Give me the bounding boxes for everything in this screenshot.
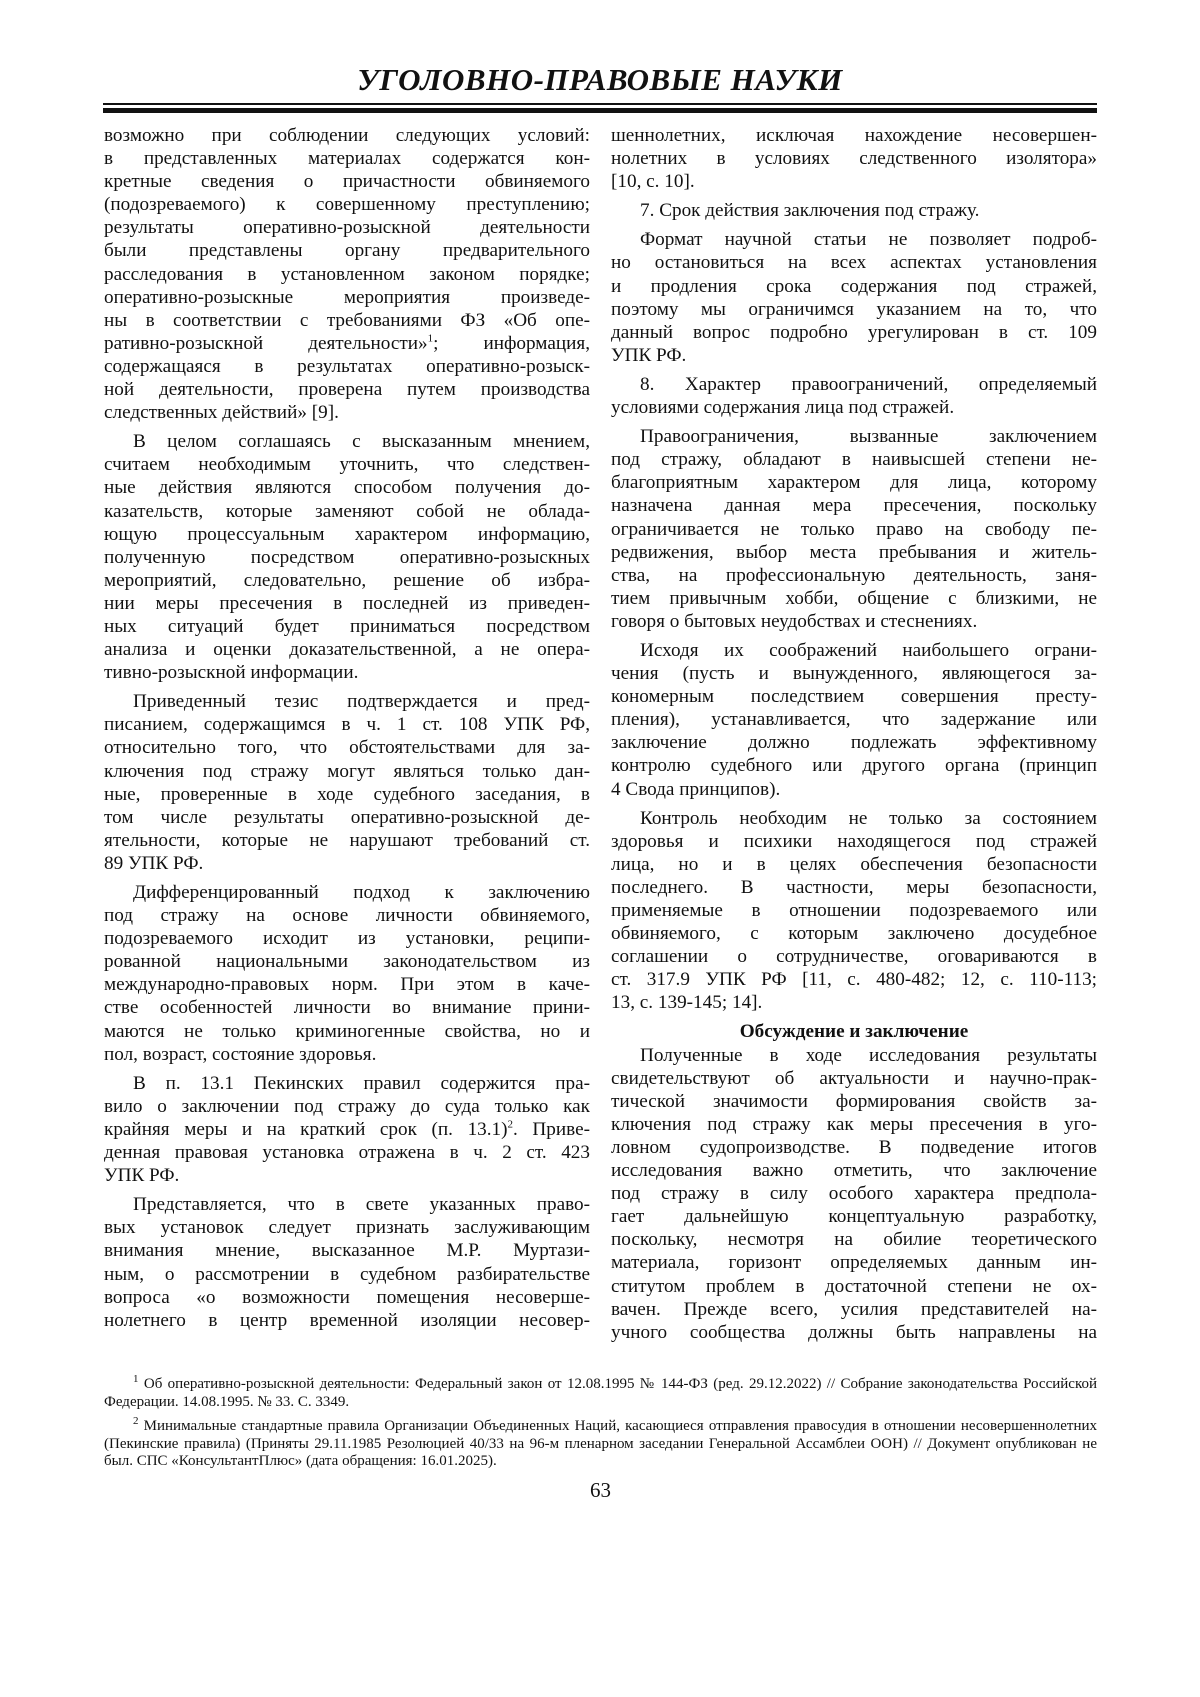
text-line: вило о заключении под стражу до суда только как (104, 1095, 590, 1118)
page-footer (104, 1376, 1097, 1502)
text-line: заключение должно подлежать эффективному (611, 731, 1097, 754)
paragraph (104, 430, 590, 684)
footnote-mark: 2 (133, 1415, 139, 1427)
text-line: 7. Срок действия заключения под стражу. (611, 199, 1097, 222)
text-line: содержащаяся в результатах оперативно-розыск- (104, 355, 590, 378)
text-line: под стражу, обладают в наивысшей степени не- (611, 448, 1097, 471)
text-line: казательств, которые заменяют собой не облада- (104, 500, 590, 523)
text-line: возможно при соблюдении следующих условий: (104, 124, 590, 147)
text-line: УПК РФ. (104, 1164, 590, 1187)
paragraph (104, 1072, 590, 1187)
text-line: [10, с. 10]. (611, 170, 1097, 193)
text-line: (подозреваемого) к совершенному преступлению; (104, 193, 590, 216)
text-line: ным, о рассмотрении в судебном разбирательстве (104, 1263, 590, 1286)
text-line: кретные сведения о причастности обвиняемого (104, 170, 590, 193)
footnote-mark: 1 (133, 1373, 139, 1385)
text-line: Дифференцированный подход к заключению (104, 881, 590, 904)
text-line: ловном судопроизводстве. В подведение итогов (611, 1136, 1097, 1159)
right-column (611, 124, 1097, 1350)
text-line: ной деятельности, проверена путем производства (104, 378, 590, 401)
text-line: учного сообщества должны быть направлены на (611, 1321, 1097, 1344)
text-line: говоря о бытовых неудобствах и стеснениях. (611, 610, 1097, 633)
text-line: 89 УПК РФ. (104, 852, 590, 875)
text-line: чения (пусть и вынужденного, являющегося за- (611, 662, 1097, 685)
paragraph (611, 639, 1097, 801)
text-line: В целом соглашаясь с высказанным мнением, (104, 430, 590, 453)
footnote-reference: 1 (428, 332, 434, 344)
text-line: результаты оперативно-розыскной деятельности (104, 216, 590, 239)
text-line: ст. 317.9 УПК РФ [11, с. 480-482; 12, с. 110-113; (611, 968, 1097, 991)
text-line: шеннолетних, исключая нахождение несовершен- (611, 124, 1097, 147)
paragraph (611, 1044, 1097, 1344)
text-line: следственных действий» [9]. (104, 401, 590, 424)
text-line: внимания мнение, высказанное М.Р. Муртази- (104, 1239, 590, 1262)
footnote (104, 1376, 1097, 1411)
section-title: УГОЛОВНО-ПРАВОВЫЕ НАУКИ (0, 62, 1200, 98)
footnote-text: Минимальные стандартные правила Организации Объединенных Наций, касающиеся отправления правосудия в отношении несовершеннолетних (Пекинские правила) (Приняты 29.11.1985 Резолюцией 40/33 на 96-м пленарном заседании Генеральной Ассамблеи ООН) // Документ опубликован не был. СПС «КонсультантПлюс» (дата обращения: 16.01.2025). (104, 1418, 1097, 1469)
text-line: вопроса «о возможности помещения несоверше- (104, 1286, 590, 1309)
text-segment: крайняя меры и на краткий срок (п. 13.1) (104, 1119, 508, 1140)
text-line: лица, но и в целях обеспечения безопасности (611, 853, 1097, 876)
text-line: гает дальнейшую концептуальную разработку, (611, 1205, 1097, 1228)
text-line: применяемые в отношении подозреваемого или (611, 899, 1097, 922)
text-line: материала, горизонт определяемых данным ин- (611, 1251, 1097, 1274)
text-line: вых установок следует признать заслуживающим (104, 1216, 590, 1239)
text-line: исследования важно отметить, что заключение (611, 1159, 1097, 1182)
text-line: пления), устанавливается, что задержание или (611, 708, 1097, 731)
left-column (104, 124, 590, 1338)
text-line: свидетельствуют об актуальности и научно-прак- (611, 1067, 1097, 1090)
text-line: тической значимости формирования свойств за- (611, 1090, 1097, 1113)
text-line: денная правовая установка отражена в ч. 2 ст. 423 (104, 1141, 590, 1164)
text-line: контролю судебного или другого органа (принцип (611, 754, 1097, 777)
text-line: здоровья и психики находящегося под стражей (611, 830, 1097, 853)
text-line: ны в соответствии с требованиями ФЗ «Об опе- (104, 309, 590, 332)
text-line: под стражу в силу особого характера предпола- (611, 1182, 1097, 1205)
text-line: обвиняемого, с которым заключено досудебное (611, 922, 1097, 945)
text-line: ключения под стражу как меры пресечения в уго- (611, 1113, 1097, 1136)
header-rule-thin (103, 103, 1097, 105)
text-line: ститутом проблем в достаточной степени не ох- (611, 1275, 1097, 1298)
text-line: 8. Характер правоограничений, определяемый (611, 373, 1097, 396)
text-line: нолетнего в центр временной изоляции несовер- (104, 1309, 590, 1332)
text-line: назначена данная мера пресечения, поскольку (611, 494, 1097, 517)
text-line: стве особенностей личности во внимание прини- (104, 996, 590, 1019)
text-line (104, 332, 590, 355)
text-line: данный вопрос подробно урегулирован в ст. 109 (611, 321, 1097, 344)
text-line: благоприятным характером для лица, которому (611, 471, 1097, 494)
text-line: полученную посредством оперативно-розыскных (104, 546, 590, 569)
text-line: ные, проверенные в ходе судебного заседания, в (104, 783, 590, 806)
text-line: том числе результаты оперативно-розыскной де- (104, 806, 590, 829)
text-line: Приведенный тезис подтверждается и пред- (104, 690, 590, 713)
paragraph (611, 228, 1097, 367)
footnote-reference: 2 (508, 1119, 514, 1131)
text-line: ющую процессуальным характером информацию, (104, 523, 590, 546)
paragraph (104, 690, 590, 875)
text-line: анализа и оценки доказательственной, а не опера- (104, 638, 590, 661)
text-line: тием привычным хобби, общение с близкими, не (611, 587, 1097, 610)
text-line: ные действия являются способом получения до- (104, 476, 590, 499)
text-line: тивно-розыскной информации. (104, 661, 590, 684)
text-line: Контроль необходим не только за состоянием (611, 807, 1097, 830)
text-line: маются не только криминогенные свойства, но и (104, 1020, 590, 1043)
text-line: ных ситуаций будет приниматься посредством (104, 615, 590, 638)
text-line: но остановиться на всех аспектах установления (611, 251, 1097, 274)
text-line: считаем необходимым уточнить, что следствен- (104, 453, 590, 476)
text-line: относительно того, что обстоятельствами для за- (104, 736, 590, 759)
section-heading: Обсуждение и заключение (611, 1020, 1097, 1043)
text-line: оперативно-розыскные мероприятия произведе- (104, 286, 590, 309)
text-segment: ративно-розыскной деятельности» (104, 333, 428, 354)
text-line: соглашении о сотрудничестве, оговариваются в (611, 945, 1097, 968)
text-line: ятельности, которые не нарушают требований ст. (104, 829, 590, 852)
text-line: подозреваемого исходит из установки, реципи- (104, 927, 590, 950)
text-line: и продления срока содержания под стражей, (611, 275, 1097, 298)
text-line: Представляется, что в свете указанных право- (104, 1193, 590, 1216)
text-line: рованной национальными законодательством из (104, 950, 590, 973)
text-line: международно-правовых норм. При этом в каче- (104, 973, 590, 996)
text-line: мероприятий, следовательно, решение об избра- (104, 569, 590, 592)
text-line: Исходя их соображений наибольшего ограни- (611, 639, 1097, 662)
paragraph (104, 881, 590, 1066)
paragraph (611, 425, 1097, 633)
text-line: последнего. В частности, меры безопасности, (611, 876, 1097, 899)
paragraph (611, 807, 1097, 1015)
text-line: 4 Свода принципов). (611, 778, 1097, 801)
text-line: В п. 13.1 Пекинских правил содержится пра- (104, 1072, 590, 1095)
text-line: Правоограничения, вызванные заключением (611, 425, 1097, 448)
text-line (104, 1118, 590, 1141)
header-rule-thick (103, 108, 1097, 113)
paragraph (104, 124, 590, 424)
paragraph (104, 1193, 590, 1332)
text-line: ограничивается не только право на свободу пе- (611, 518, 1097, 541)
text-line: Полученные в ходе исследования результаты (611, 1044, 1097, 1067)
text-line: кономерным последствием совершения престу- (611, 685, 1097, 708)
text-line: нии меры пресечения в последней из приведен- (104, 592, 590, 615)
text-line: нолетних в условиях следственного изолятора» (611, 147, 1097, 170)
text-line: поэтому мы ограничимся указанием на то, что (611, 298, 1097, 321)
text-line: писанием, содержащимся в ч. 1 ст. 108 УПК РФ, (104, 713, 590, 736)
paragraph (611, 199, 1097, 222)
text-line: были представлены органу предварительного (104, 239, 590, 262)
text-line: 13, с. 139-145; 14]. (611, 991, 1097, 1014)
text-line: ключения под стражу могут являться только дан- (104, 760, 590, 783)
footnote-text: Об оперативно-розыскной деятельности: Федеральный закон от 12.08.1995 № 144-ФЗ (ред. 29.12.2022) // Собрание законодательства Российской Федерации. 14.08.1995. № 33. С. 3349. (104, 1376, 1097, 1410)
text-line: расследования в установленном законом порядке; (104, 263, 590, 286)
text-line: поскольку, несмотря на обилие теоретического (611, 1228, 1097, 1251)
text-line: условиями содержания лица под стражей. (611, 396, 1097, 419)
text-line: Формат научной статьи не позволяет подроб- (611, 228, 1097, 251)
page-number: 63 (104, 1478, 1097, 1502)
text-line: пол, возраст, состояние здоровья. (104, 1043, 590, 1066)
text-line: редвижения, выбор места пребывания и житель- (611, 541, 1097, 564)
text-segment: ; информация, (433, 333, 590, 354)
footnotes (104, 1376, 1097, 1471)
text-line: УПК РФ. (611, 344, 1097, 367)
text-line: под стражу на основе личности обвиняемого, (104, 904, 590, 927)
footnote (104, 1418, 1097, 1471)
text-line: в представленных материалах содержатся кон- (104, 147, 590, 170)
paragraph (611, 373, 1097, 419)
text-line: ства, на профессиональную деятельность, заня- (611, 564, 1097, 587)
text-segment: . Приве- (513, 1119, 590, 1140)
paragraph (611, 124, 1097, 193)
text-line: вачен. Прежде всего, усилия представителей на- (611, 1298, 1097, 1321)
